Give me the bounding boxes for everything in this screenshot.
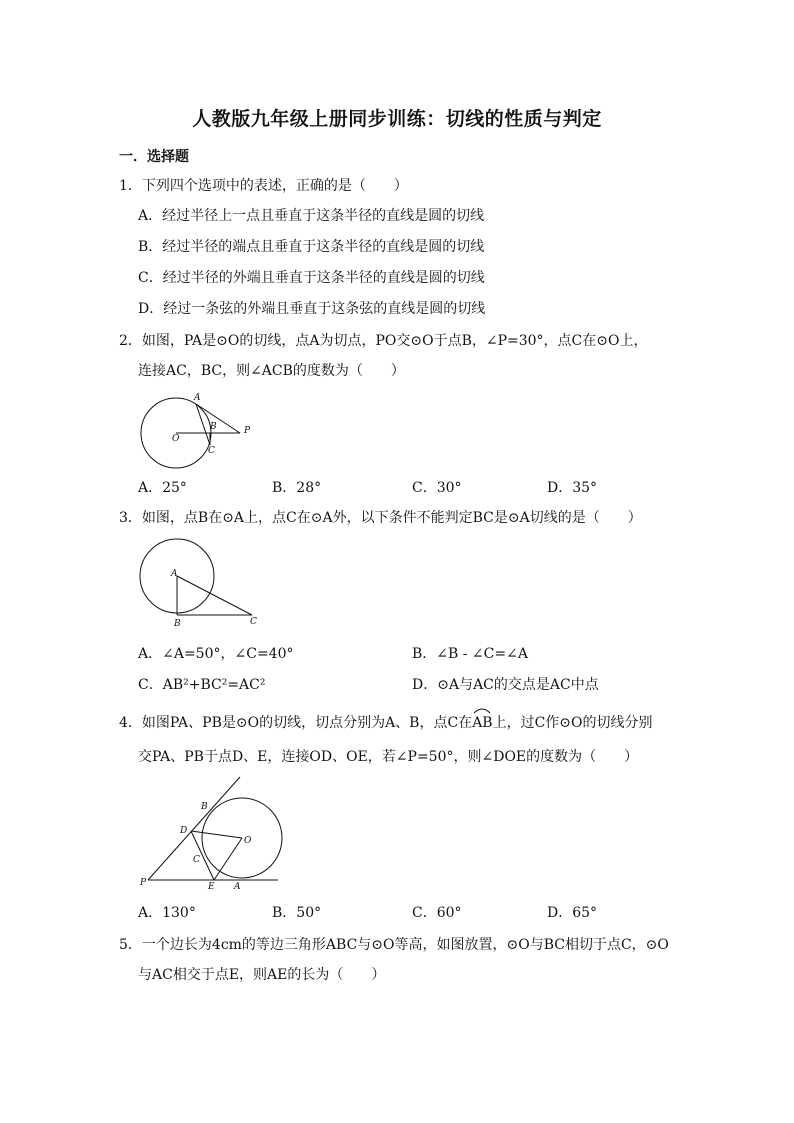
q4-option-c: C．60° [412, 905, 462, 921]
q1-option-d: D．经过一条弦的外端且垂直于这条弦的直线是圆的切线 [138, 301, 486, 317]
q3-segment-ac [177, 576, 252, 615]
q4-option-a: A．130° [138, 905, 196, 921]
q2-label-c: C [208, 446, 215, 456]
q2-label-p: P [244, 426, 251, 436]
q2-option-d: D．35° [547, 480, 598, 496]
q4-label-c: C [193, 855, 200, 865]
q4-label-d: D [180, 826, 188, 836]
q4-figure [136, 775, 286, 895]
q5-stem-line1: 5．一个边长为4cm的等边三角形ABC与⊙O等高，如图放置，⊙O与BC相切于点C，⊙O [119, 937, 669, 953]
q3-option-b: B．∠B - ∠C=∠A [412, 646, 528, 662]
q3-option-c: C．AB²+BC²=AC² [138, 677, 266, 693]
q2-option-c: C．30° [412, 480, 462, 496]
section-heading: 一．选择题 [119, 149, 189, 165]
q4-option-d: D．65° [547, 905, 598, 921]
q1-option-a: A．经过半径上一点且垂直于这条半径的直线是圆的切线 [138, 208, 485, 224]
q2-stem-line2: 连接AC，BC，则∠ACB的度数为（ ） [138, 363, 405, 379]
q2-label-o: O [172, 434, 180, 444]
q2-option-a: A．25° [138, 480, 187, 496]
q4-option-b: B．50° [272, 905, 322, 921]
q4-label-a: A [234, 882, 241, 892]
q4-stem-line2: 交PA、PB于点D、E，连接OD、OE，若∠P=50°，则∠DOE的度数为（ ） [138, 749, 639, 765]
q5-stem-line2: 与AC相交于点E，则AE的长为（ ） [138, 967, 386, 983]
q3-stem: 3．如图，点B在⊙A上，点C在⊙A外，以下条件不能判定BC是⊙A切线的是（ ） [119, 510, 642, 526]
q1-stem: 1．下列四个选项中的表述，正确的是（ ） [119, 178, 408, 194]
q2-option-b: B．28° [272, 480, 322, 496]
q4-stem-part2: 上，过C作⊙O的切线分别 [492, 715, 653, 731]
q2-label-a: A [194, 393, 201, 403]
q4-stem-part1: 4．如图PA、PB是⊙O的切线，切点分别为A、B，点C在 [119, 715, 473, 731]
q3-label-a: A [171, 569, 178, 579]
q4-arc-label: AB [472, 715, 493, 731]
q2-label-b: B [210, 422, 217, 432]
q4-label-o: O [244, 836, 252, 846]
q1-option-c: C．经过半径的外端且垂直于这条半径的直线是圆的切线 [138, 270, 485, 286]
q4-label-b: B [201, 802, 208, 812]
q4-arc-ab [472, 713, 492, 733]
page-title: 人教版九年级上册同步训练：切线的性质与判定 [192, 108, 602, 130]
q3-option-d: D．⊙A与AC的交点是AC中点 [412, 677, 599, 693]
q1-option-b: B．经过半径的端点且垂直于这条半径的直线是圆的切线 [138, 239, 485, 255]
q3-label-b: B [174, 619, 181, 629]
q3-label-c: C [250, 617, 257, 627]
q4-label-p: P [140, 878, 147, 888]
arc-mark-icon [472, 706, 492, 714]
q4-stem-line1 [119, 713, 653, 733]
q4-segment-od [191, 831, 242, 838]
q4-segment-oe [214, 838, 242, 880]
q4-label-e: E [208, 882, 215, 892]
q3-option-a: A．∠A=50°，∠C=40° [138, 646, 294, 662]
q2-figure [130, 385, 270, 470]
q2-segment-pa [196, 404, 240, 433]
q3-figure [130, 538, 270, 633]
q2-stem-line1: 2．如图，PA是⊙O的切线，点A为切点，PO交⊙O于点B，∠P=30°，点C在⊙O上， [119, 333, 648, 349]
